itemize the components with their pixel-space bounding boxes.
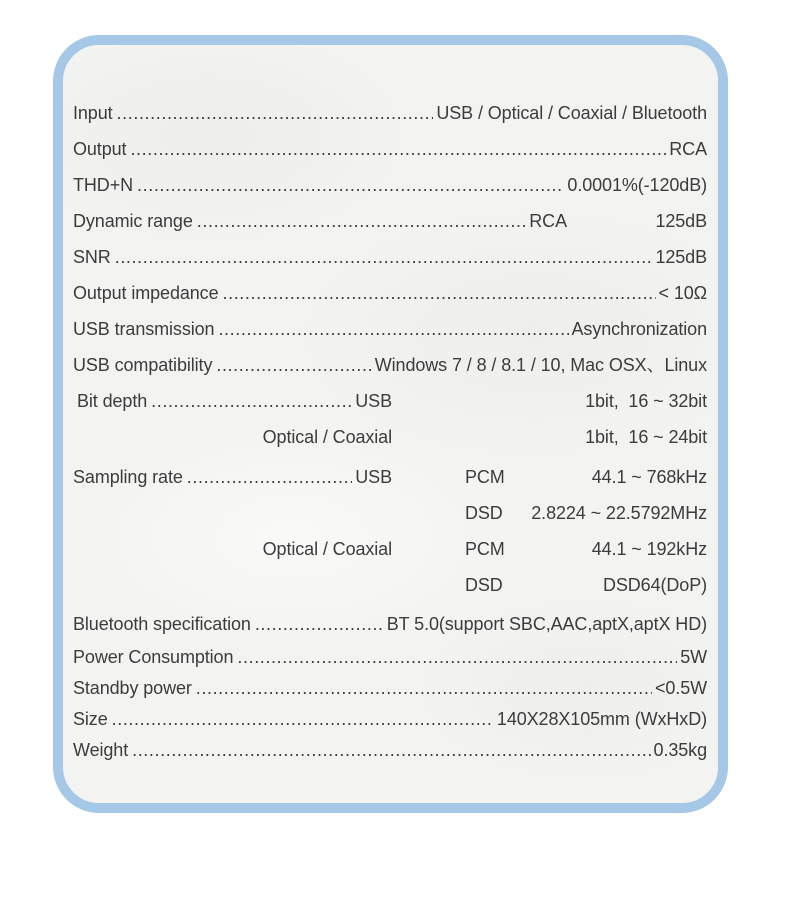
spec-label: Sampling rate (73, 467, 183, 487)
spec-mode-label: PCM (465, 467, 505, 487)
spec-row-power-consumption (73, 642, 707, 673)
spec-row-sampling-optical-dsd (73, 567, 707, 603)
spec-sub-label: Optical / Coaxial (262, 539, 392, 559)
dot-leader (115, 239, 653, 275)
spec-value-group (392, 459, 707, 495)
spec-value: 1bit, 16 ~ 24bit (585, 427, 707, 447)
spec-label: Power Consumption (73, 647, 234, 667)
dot-leader (112, 704, 494, 735)
spec-value-group (392, 495, 707, 531)
spec-row-standby-power (73, 673, 707, 704)
dot-leader (132, 735, 650, 766)
spec-mode-label: DSD (465, 575, 503, 595)
spec-row-usb-compatibility (73, 347, 707, 383)
spec-value: RCA (669, 139, 707, 159)
spec-row-size (73, 704, 707, 735)
dot-leader (218, 311, 568, 347)
dot-leader (137, 167, 564, 203)
spec-label: Bit depth (77, 391, 148, 411)
spec-row-bit-depth-optical (73, 419, 707, 455)
spec-row-dynamic-range (73, 203, 707, 239)
spacer (73, 567, 392, 603)
spec-label: Size (73, 709, 108, 729)
spec-label: Standby power (73, 678, 192, 698)
spec-value: 1bit, 16 ~ 32bit (585, 391, 707, 411)
spec-row-output-impedance (73, 275, 707, 311)
spec-value: 5W (680, 647, 707, 667)
spec-row-bit-depth-usb (73, 383, 707, 419)
specification-sheet (53, 35, 728, 813)
spec-value: 0.0001%(-120dB) (567, 175, 707, 195)
spec-value: 125dB (655, 247, 707, 267)
spec-label: Input (73, 103, 113, 123)
spec-value-group (392, 567, 707, 603)
spec-value: 44.1 ~ 192kHz (591, 539, 707, 559)
dot-leader (117, 95, 434, 131)
dot-leader (197, 203, 527, 239)
spec-row-usb-transmission (73, 311, 707, 347)
spec-value: Windows 7 / 8 / 8.1 / 10, Mac OSX、Linux (374, 355, 707, 375)
spec-value: 0.35kg (653, 740, 707, 760)
spec-label: SNR (73, 247, 111, 267)
dot-leader (237, 642, 677, 673)
dot-leader (223, 275, 656, 311)
spacer (73, 419, 263, 455)
dot-leader (130, 131, 666, 167)
dot-leader (216, 347, 371, 383)
spec-value: BT 5.0(support SBC,AAC,aptX,aptX HD) (386, 614, 707, 634)
spec-label: Weight (73, 740, 129, 760)
spec-label: THD+N (73, 175, 134, 195)
spec-mode-label: PCM (465, 539, 505, 559)
spec-row-snr (73, 239, 707, 275)
dot-leader (196, 673, 652, 704)
spec-label: Bluetooth specification (73, 614, 251, 634)
spec-row-sampling-optical-pcm (73, 531, 707, 567)
spec-value: <0.5W (654, 678, 707, 698)
spec-value: 44.1 ~ 768kHz (591, 467, 707, 487)
dot-leader (151, 383, 352, 419)
spec-value: Asynchronization (571, 319, 707, 339)
spec-value: DSD64(DoP) (602, 575, 707, 595)
spec-row-sampling-usb-dsd (73, 495, 707, 531)
spec-label: USB compatibility (73, 355, 213, 375)
spec-sub-label: RCA (529, 211, 567, 231)
dot-leader (187, 459, 353, 495)
spec-value: USB / Optical / Coaxial / Bluetooth (436, 103, 707, 123)
spec-row-thd-n (73, 167, 707, 203)
spec-mode-label: DSD (465, 503, 503, 523)
spec-value: 2.8224 ~ 22.5792MHz (531, 503, 707, 523)
spec-row-output (73, 131, 707, 167)
spec-label: Output (73, 139, 127, 159)
spec-row-input (73, 95, 707, 131)
dot-leader (255, 606, 384, 642)
spacer (73, 531, 263, 567)
spacer (73, 495, 392, 531)
spec-sub-label: USB (355, 391, 392, 411)
spec-sub-label: USB (355, 467, 392, 487)
spec-value: 140X28X105mm (WxHxD) (496, 709, 707, 729)
spec-value: 125dB (655, 211, 707, 231)
spec-value: < 10Ω (658, 283, 707, 303)
spec-row-bluetooth-specification (73, 606, 707, 642)
spec-label: USB transmission (73, 319, 215, 339)
spec-row-weight (73, 735, 707, 766)
spec-label: Dynamic range (73, 211, 193, 231)
spec-row-sampling-usb-pcm (73, 459, 707, 495)
spec-value-group (392, 531, 707, 567)
spec-label: Output impedance (73, 283, 219, 303)
spec-sub-label: Optical / Coaxial (262, 427, 392, 447)
